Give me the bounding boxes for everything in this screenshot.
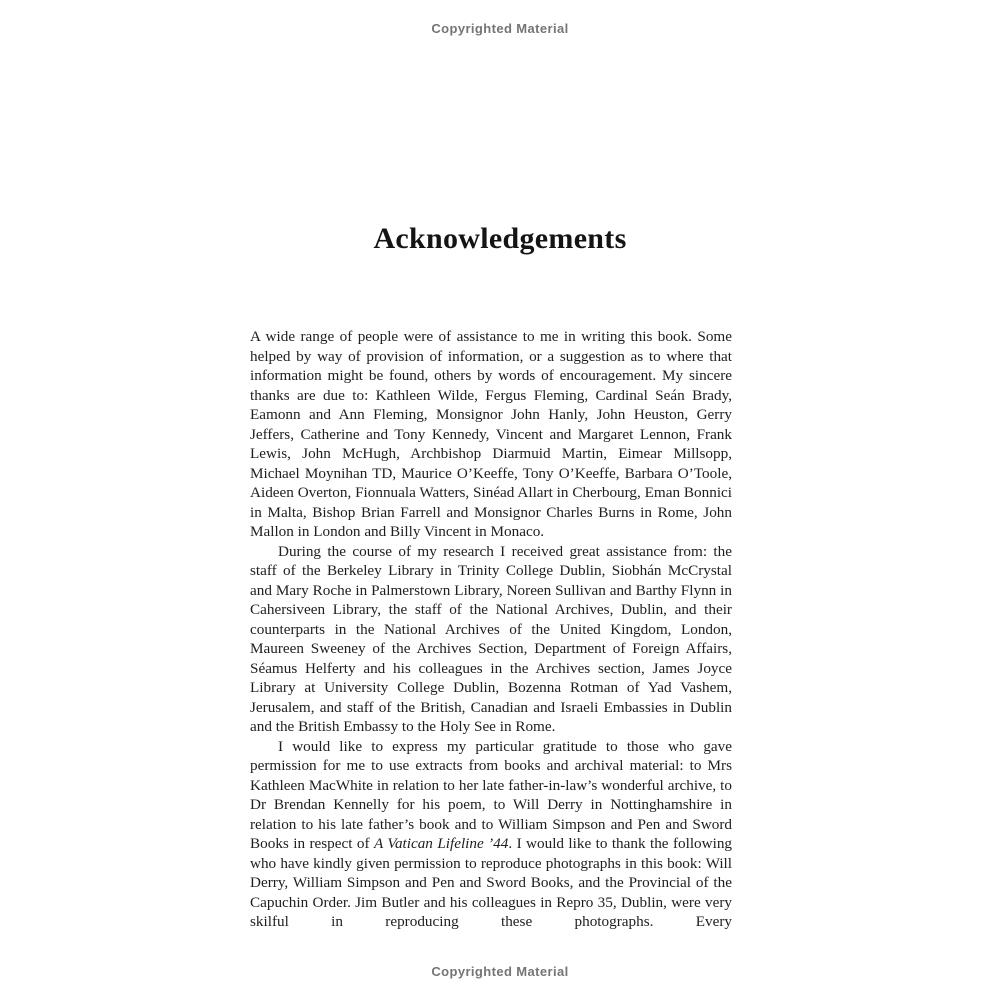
- paragraph-1: [250, 327, 732, 542]
- paragraph-2-text: During the course of my research I received great assistance from: the staff of the Berkeley Library in Trinity College Dublin, Siobhán McCrystal and Mary Roche in Palmerstown Library, Noreen Sullivan and Barthy Flynn in Cahersiveen Library, the staff of the National Archives, Dublin, and their counterparts in the National Archives of the United Kingdom, London, Maureen Sweeney of the Archives Section, Department of Foreign Affairs, Séamus Helferty and his colleagues in the Archives section, James Joyce Library at University College Dublin, Bozenna Rotman of Yad Vashem, Jerusalem, and staff of the British, Canadian and Israeli Embassies in Dublin and the British Embassy to the Holy See in Rome.: [250, 542, 732, 735]
- copyright-notice-bottom: Copyrighted Material: [431, 964, 569, 979]
- paragraph-3-text-tail: . I would like to thank the following who have kindly given permission to reproduce photographs in this book: Will Derry, William Simpson and Pen and Sword Books, and the Provincial of the Capuchin Order. Jim Butler and his colleagues in Repro 35, Dublin, were very skilful in reproducing these photographs. Every: [250, 835, 733, 930]
- paragraph-1-text: A wide range of people were of assistance to me in writing this book. Some helped by way of provision of information, or a suggestion as to where that information might be found, others by words of encouragement. My sincere thanks are due to: Kathleen Wilde, Fergus Fleming, Cardinal Seán Brady, Eamonn and Ann Fleming, Monsignor John Hanly, John Heuston, Gerry Jeffers, Catherine and Tony Kennedy, Vincent and Margaret Lennon, Frank Lewis, John McHugh, Archbishop Diarmuid Martin, Eimear Millsopp, Michael Moynihan TD, Maurice O’Keeffe, Tony O’Keeffe, Barbara O’Toole, Aideen Overton, Fionnuala Watters, Sinéad Allart in Cherbourg, Eman Bonnici in Malta, Bishop Brian Farrell and Monsignor Charles Burns in Rome, John Mallon in London and Billy Vincent in Monaco.: [250, 328, 732, 540]
- page-title: Acknowledgements: [373, 222, 627, 256]
- body-text: [250, 327, 732, 932]
- copyright-notice-top: Copyrighted Material: [431, 21, 569, 36]
- paragraph-2: [250, 542, 732, 737]
- paragraph-3: [250, 737, 732, 932]
- paragraph-3-text-lead: I would like to express my particular gratitude to those who gave permission for me to use extracts from books and archival material: to Mrs Kathleen MacWhite in relation to her late father-in-law’s wonderful archive, to Dr Brendan Kennelly for his poem, to Will Derry in Nottinghamshire in relation to his late father’s book and to William Simpson and Pen and Sword Books in respect of: [250, 737, 732, 852]
- book-title-italic: A Vatican Lifeline ’44: [373, 835, 509, 852]
